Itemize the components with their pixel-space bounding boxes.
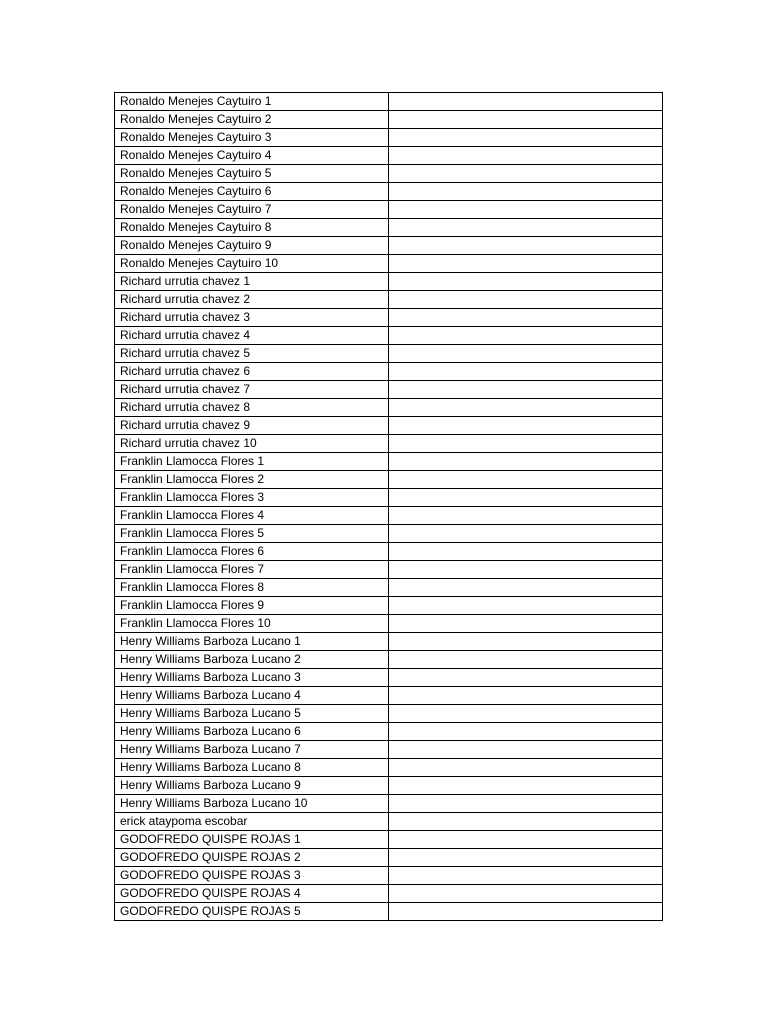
- table-row: [115, 147, 663, 165]
- table-row: [115, 507, 663, 525]
- name-cell: Ronaldo Menejes Caytuiro 4: [115, 147, 389, 165]
- empty-cell: [389, 813, 663, 831]
- empty-cell: [389, 435, 663, 453]
- table-row: [115, 363, 663, 381]
- table-row: [115, 435, 663, 453]
- name-cell: Ronaldo Menejes Caytuiro 3: [115, 129, 389, 147]
- name-cell: GODOFREDO QUISPE ROJAS 4: [115, 885, 389, 903]
- empty-cell: [389, 507, 663, 525]
- name-cell: Henry Williams Barboza Lucano 8: [115, 759, 389, 777]
- empty-cell: [389, 705, 663, 723]
- table-row: [115, 183, 663, 201]
- table-row: [115, 237, 663, 255]
- name-cell: Ronaldo Menejes Caytuiro 7: [115, 201, 389, 219]
- empty-cell: [389, 795, 663, 813]
- empty-cell: [389, 381, 663, 399]
- name-cell: GODOFREDO QUISPE ROJAS 2: [115, 849, 389, 867]
- name-cell: Franklin Llamocca Flores 5: [115, 525, 389, 543]
- name-cell: Franklin Llamocca Flores 2: [115, 471, 389, 489]
- empty-cell: [389, 453, 663, 471]
- name-cell: Ronaldo Menejes Caytuiro 9: [115, 237, 389, 255]
- name-cell: Richard urrutia chavez 7: [115, 381, 389, 399]
- table-row: [115, 705, 663, 723]
- empty-cell: [389, 147, 663, 165]
- empty-cell: [389, 165, 663, 183]
- empty-cell: [389, 399, 663, 417]
- table-row: [115, 777, 663, 795]
- empty-cell: [389, 777, 663, 795]
- table-row: [115, 291, 663, 309]
- table-row: [115, 345, 663, 363]
- name-cell: erick ataypoma escobar: [115, 813, 389, 831]
- name-cell: Henry Williams Barboza Lucano 2: [115, 651, 389, 669]
- table-row: [115, 867, 663, 885]
- name-cell: Franklin Llamocca Flores 4: [115, 507, 389, 525]
- name-cell: Ronaldo Menejes Caytuiro 8: [115, 219, 389, 237]
- empty-cell: [389, 543, 663, 561]
- names-table-body: [115, 93, 663, 921]
- name-cell: Richard urrutia chavez 8: [115, 399, 389, 417]
- names-table: [114, 92, 663, 921]
- empty-cell: [389, 579, 663, 597]
- name-cell: Ronaldo Menejes Caytuiro 6: [115, 183, 389, 201]
- empty-cell: [389, 687, 663, 705]
- empty-cell: [389, 219, 663, 237]
- empty-cell: [389, 633, 663, 651]
- empty-cell: [389, 903, 663, 921]
- table-row: [115, 849, 663, 867]
- name-cell: Richard urrutia chavez 4: [115, 327, 389, 345]
- table-row: [115, 543, 663, 561]
- name-cell: Henry Williams Barboza Lucano 6: [115, 723, 389, 741]
- empty-cell: [389, 525, 663, 543]
- name-cell: Henry Williams Barboza Lucano 1: [115, 633, 389, 651]
- empty-cell: [389, 561, 663, 579]
- empty-cell: [389, 291, 663, 309]
- empty-cell: [389, 723, 663, 741]
- empty-cell: [389, 237, 663, 255]
- table-row: [115, 255, 663, 273]
- empty-cell: [389, 867, 663, 885]
- name-cell: Franklin Llamocca Flores 7: [115, 561, 389, 579]
- table-row: [115, 795, 663, 813]
- empty-cell: [389, 309, 663, 327]
- table-row: [115, 579, 663, 597]
- table-row: [115, 201, 663, 219]
- name-cell: Henry Williams Barboza Lucano 7: [115, 741, 389, 759]
- empty-cell: [389, 345, 663, 363]
- name-cell: Henry Williams Barboza Lucano 3: [115, 669, 389, 687]
- table-row: [115, 651, 663, 669]
- empty-cell: [389, 255, 663, 273]
- name-cell: Richard urrutia chavez 9: [115, 417, 389, 435]
- name-cell: Franklin Llamocca Flores 3: [115, 489, 389, 507]
- empty-cell: [389, 489, 663, 507]
- name-cell: GODOFREDO QUISPE ROJAS 1: [115, 831, 389, 849]
- table-row: [115, 759, 663, 777]
- table-row: [115, 219, 663, 237]
- table-row: [115, 525, 663, 543]
- name-cell: Ronaldo Menejes Caytuiro 5: [115, 165, 389, 183]
- name-cell: Ronaldo Menejes Caytuiro 1: [115, 93, 389, 111]
- name-cell: Richard urrutia chavez 5: [115, 345, 389, 363]
- table-row: [115, 453, 663, 471]
- table-row: [115, 309, 663, 327]
- name-cell: GODOFREDO QUISPE ROJAS 5: [115, 903, 389, 921]
- name-cell: Franklin Llamocca Flores 10: [115, 615, 389, 633]
- table-row: [115, 471, 663, 489]
- table-row: [115, 669, 663, 687]
- empty-cell: [389, 651, 663, 669]
- table-row: [115, 561, 663, 579]
- name-cell: Richard urrutia chavez 6: [115, 363, 389, 381]
- name-cell: Henry Williams Barboza Lucano 9: [115, 777, 389, 795]
- empty-cell: [389, 669, 663, 687]
- empty-cell: [389, 111, 663, 129]
- name-cell: Richard urrutia chavez 1: [115, 273, 389, 291]
- table-row: [115, 273, 663, 291]
- empty-cell: [389, 615, 663, 633]
- table-row: [115, 741, 663, 759]
- table-row: [115, 489, 663, 507]
- table-row: [115, 687, 663, 705]
- table-row: [115, 813, 663, 831]
- empty-cell: [389, 93, 663, 111]
- name-cell: Richard urrutia chavez 10: [115, 435, 389, 453]
- empty-cell: [389, 849, 663, 867]
- empty-cell: [389, 183, 663, 201]
- table-row: [115, 129, 663, 147]
- table-row: [115, 165, 663, 183]
- table-row: [115, 615, 663, 633]
- empty-cell: [389, 327, 663, 345]
- name-cell: GODOFREDO QUISPE ROJAS 3: [115, 867, 389, 885]
- empty-cell: [389, 201, 663, 219]
- name-cell: Ronaldo Menejes Caytuiro 10: [115, 255, 389, 273]
- empty-cell: [389, 831, 663, 849]
- empty-cell: [389, 273, 663, 291]
- table-row: [115, 831, 663, 849]
- table-row: [115, 885, 663, 903]
- name-cell: Franklin Llamocca Flores 9: [115, 597, 389, 615]
- name-cell: Ronaldo Menejes Caytuiro 2: [115, 111, 389, 129]
- name-cell: Henry Williams Barboza Lucano 10: [115, 795, 389, 813]
- table-row: [115, 111, 663, 129]
- table-row: [115, 597, 663, 615]
- empty-cell: [389, 885, 663, 903]
- table-row: [115, 327, 663, 345]
- empty-cell: [389, 363, 663, 381]
- empty-cell: [389, 417, 663, 435]
- name-cell: Franklin Llamocca Flores 8: [115, 579, 389, 597]
- name-cell: Richard urrutia chavez 3: [115, 309, 389, 327]
- empty-cell: [389, 597, 663, 615]
- table-row: [115, 903, 663, 921]
- name-cell: Henry Williams Barboza Lucano 5: [115, 705, 389, 723]
- empty-cell: [389, 471, 663, 489]
- table-row: [115, 93, 663, 111]
- table-row: [115, 381, 663, 399]
- table-row: [115, 723, 663, 741]
- table-row: [115, 417, 663, 435]
- name-cell: Henry Williams Barboza Lucano 4: [115, 687, 389, 705]
- name-cell: Franklin Llamocca Flores 1: [115, 453, 389, 471]
- empty-cell: [389, 129, 663, 147]
- empty-cell: [389, 741, 663, 759]
- table-row: [115, 633, 663, 651]
- empty-cell: [389, 759, 663, 777]
- table-row: [115, 399, 663, 417]
- name-cell: Richard urrutia chavez 2: [115, 291, 389, 309]
- name-cell: Franklin Llamocca Flores 6: [115, 543, 389, 561]
